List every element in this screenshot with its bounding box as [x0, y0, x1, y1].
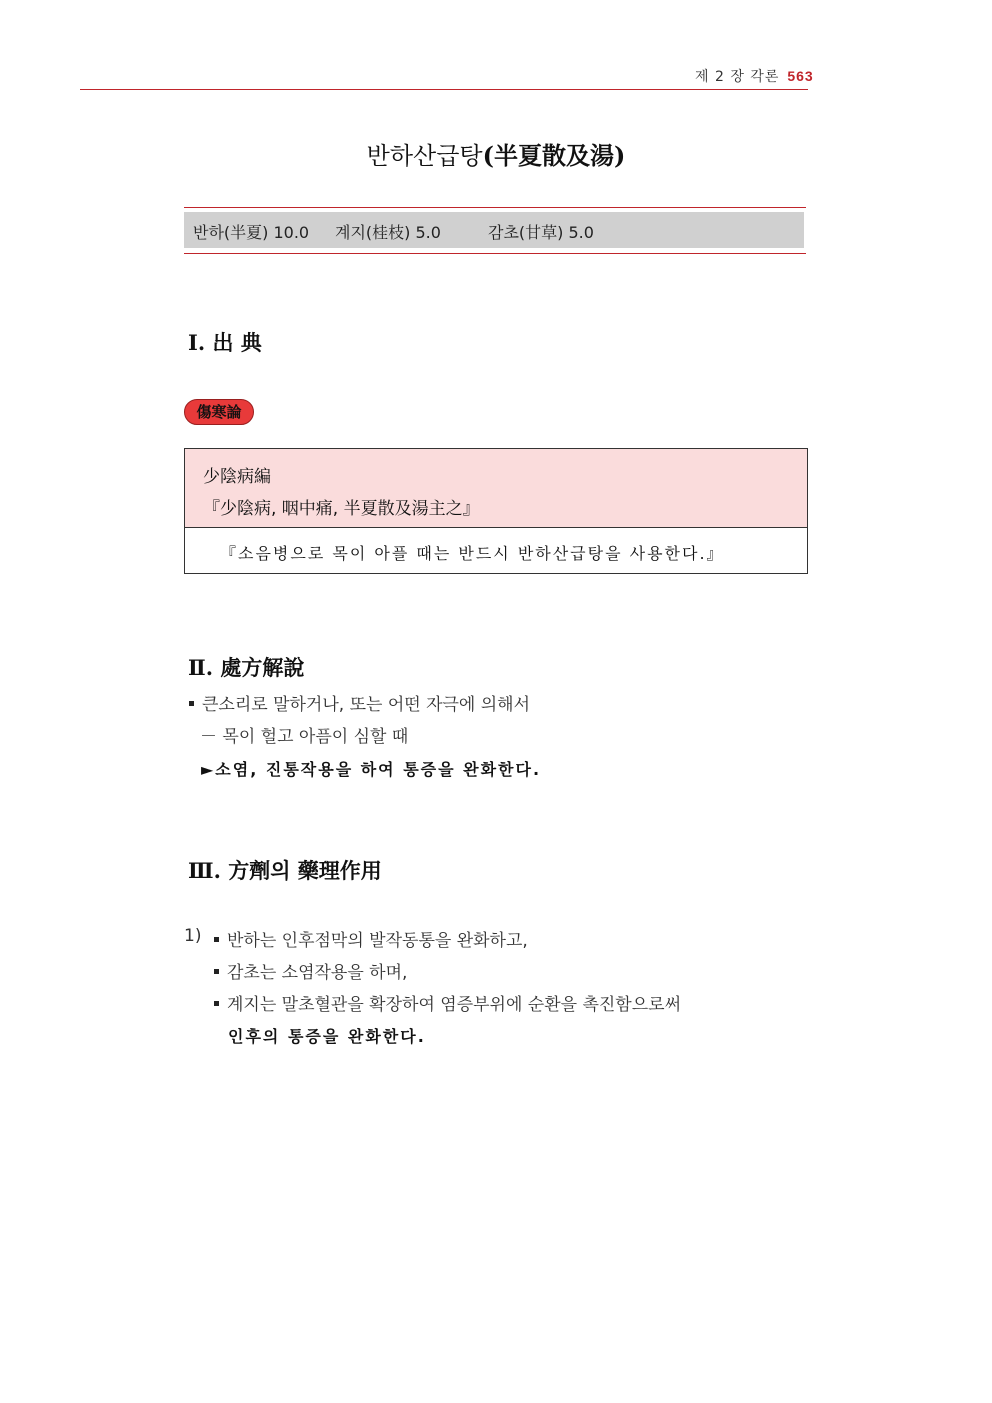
ingredients-bottom-rule	[184, 253, 806, 254]
section-2-title: Ⅱ. 處方解說	[188, 655, 305, 680]
prescription-title	[0, 136, 992, 171]
quote-chapter: 少陰病編	[203, 467, 271, 487]
explanation-line-2: － 목이 헐고 아픔이 심할 때	[200, 727, 409, 747]
ingredient-gyeji: 계지(桂枝) 5.0	[335, 223, 441, 242]
ingredient-banha: 반하(半夏) 10.0	[193, 223, 310, 242]
bullet-square-icon	[214, 1001, 219, 1006]
item-number: 1)	[184, 926, 202, 946]
header-rule	[80, 89, 808, 90]
pharmacology-line-3	[214, 990, 681, 1015]
running-header	[695, 66, 814, 86]
quote-original: 『少陰病, 咽中痛, 半夏散及湯主之』	[203, 499, 480, 519]
page-number: 563	[787, 68, 814, 84]
section-1-title: Ⅰ. 出 典	[188, 330, 262, 355]
pharmacology-text-1: 반하는 인후점막의 발작동통을 완화하고,	[227, 931, 528, 951]
pharmacology-line-4: 인후의 통증을 완화한다.	[228, 1027, 426, 1046]
section-3-title: Ⅲ. 方劑의 藥理作用	[188, 858, 382, 883]
bullet-square-icon	[214, 937, 219, 942]
explanation-line-3: ►소염, 진통작용을 하여 통증을 완화한다.	[201, 760, 542, 779]
explanation-line-1	[189, 690, 530, 715]
pharmacology-line-1	[214, 926, 528, 951]
title-hanja: (半夏散及湯)	[482, 141, 626, 170]
ingredient-gamcho: 감초(甘草) 5.0	[488, 223, 594, 242]
bullet-square-icon	[189, 701, 194, 706]
chapter-label: 제 2 장 각론	[695, 69, 780, 85]
ingredients-top-rule	[184, 207, 806, 208]
pharmacology-text-3: 계지는 말초혈관을 확장하여 염증부위에 순환을 촉진함으로써	[227, 995, 681, 1015]
quote-translation: 『소음병으로 목이 아플 때는 반드시 반하산급탕을 사용한다.』	[220, 544, 725, 563]
explanation-text-1: 큰소리로 말하거나, 또는 어떤 자극에 의해서	[202, 695, 531, 715]
bullet-square-icon	[214, 969, 219, 974]
source-badge: 傷寒論	[184, 399, 254, 425]
pharmacology-text-2: 감초는 소염작용을 하며,	[227, 963, 408, 983]
pharmacology-line-2	[214, 958, 407, 983]
title-korean: 반하산급탕	[366, 142, 483, 170]
quote-divider	[185, 527, 807, 528]
